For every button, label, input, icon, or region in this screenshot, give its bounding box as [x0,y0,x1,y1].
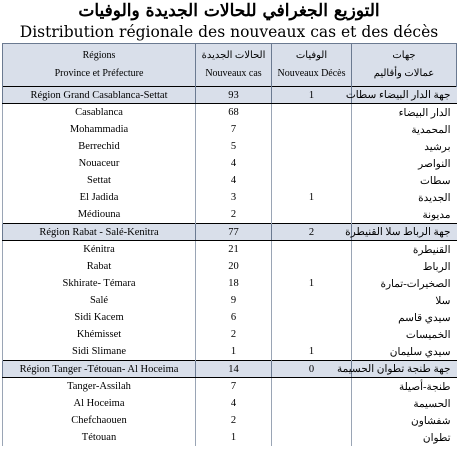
row-name: El Jadida [3,189,196,206]
table-row [3,395,457,412]
row-name-ar: الحسيمة [352,395,457,412]
row-name: Settat [3,172,196,189]
row-deaths: 2 [272,224,352,241]
row-cases: 68 [196,104,272,122]
row-name-ar: سيدي سليمان [352,343,457,361]
row-name-ar: جهة طنجة تطوان الحسيمة [352,361,457,378]
row-cases: 4 [196,155,272,172]
row-cases: 2 [196,206,272,224]
row-name-ar: سطات [352,172,457,189]
row-name: Nouaceur [3,155,196,172]
row-name: Sidi Slimane [3,343,196,361]
row-name: Tétouan [3,429,196,446]
row-name: Khémisset [3,326,196,343]
header-cases-fr: Nouveaux cas [205,68,262,79]
row-cases: 5 [196,138,272,155]
row-name: Al Hoceima [3,395,196,412]
title-french: Distribution régionale des nouveaux cas et des décès [19,23,439,41]
row-deaths [272,155,352,172]
row-name: Tanger-Assilah [3,378,196,396]
row-name-ar: سلا [352,292,457,309]
row-name: Kénitra [3,241,196,259]
table-row [3,121,457,138]
row-cases: 2 [196,326,272,343]
header-region-ar-line2: عمالات وأقاليم [373,68,435,79]
row-cases: 9 [196,292,272,309]
header-region-ar-line1: جهات [392,50,416,61]
row-deaths: 1 [272,343,352,361]
row-deaths [272,241,352,259]
table-header-row [3,44,457,87]
table-row [3,155,457,172]
row-name-ar: الجديدة [352,189,457,206]
row-deaths [272,429,352,446]
row-name: Rabat [3,258,196,275]
row-name-ar: برشيد [352,138,457,155]
row-name-ar: تطوان [352,429,457,446]
row-cases: 14 [196,361,272,378]
row-cases: 93 [196,87,272,104]
title-arabic: التوزيع الجغرافي للحالات الجديدة والوفيات [78,1,380,21]
row-deaths [272,258,352,275]
row-cases: 77 [196,224,272,241]
row-name-ar: طنجة-أصيلة [352,378,457,396]
row-name: Sidi Kacem [3,309,196,326]
table-row [3,326,457,343]
table-row [3,292,457,309]
region-row [3,224,457,241]
row-cases: 21 [196,241,272,259]
row-name: Skhirate- Témara [3,275,196,292]
row-deaths: 0 [272,361,352,378]
header-cases-ar: الحالات الجديدة [201,50,266,61]
table-row [3,343,457,361]
row-deaths: 1 [272,189,352,206]
row-cases: 2 [196,412,272,429]
row-name-ar: الرباط [352,258,457,275]
row-name-ar: شفشاون [352,412,457,429]
row-cases: 20 [196,258,272,275]
row-name: Région Tanger -Tétouan- Al Hoceima [3,361,196,378]
table-row [3,258,457,275]
row-cases: 1 [196,343,272,361]
row-name-ar: النواصر [352,155,457,172]
row-deaths [272,104,352,122]
row-deaths [272,412,352,429]
row-cases: 18 [196,275,272,292]
row-name-ar: القنيطرة [352,241,457,259]
table-row [3,172,457,189]
region-row [3,361,457,378]
row-name-ar: المحمدية [352,121,457,138]
table-row [3,309,457,326]
row-deaths [272,172,352,189]
header-region-ar [352,44,457,87]
row-name: Berrechid [3,138,196,155]
row-cases: 6 [196,309,272,326]
row-deaths [272,138,352,155]
row-deaths [272,326,352,343]
header-regions-line2: Province et Préfecture [54,68,144,79]
row-deaths [272,309,352,326]
row-name: Région Rabat - Salé-Kenitra [3,224,196,241]
row-name-ar: جهة الدار البيضاء سطات [352,87,457,104]
row-name-ar: الخميسات [352,326,457,343]
row-cases: 7 [196,378,272,396]
table-row [3,275,457,292]
row-cases: 4 [196,395,272,412]
row-name: Mohammadia [3,121,196,138]
header-deaths-ar: الوفيات [295,50,328,61]
row-deaths [272,121,352,138]
row-name: Salé [3,292,196,309]
row-deaths [272,206,352,224]
row-name: Casablanca [3,104,196,122]
row-deaths [272,292,352,309]
table-row [3,206,457,224]
row-deaths [272,395,352,412]
table-row [3,104,457,122]
row-name-ar: سيدي قاسم [352,309,457,326]
header-regions-line1: Régions [82,50,116,61]
table-row [3,412,457,429]
row-name-ar: الصخيرات-تمارة [352,275,457,292]
row-name: Région Grand Casablanca-Settat [3,87,196,104]
row-name-ar: الدار البيضاء [352,104,457,122]
table-row [3,429,457,446]
table-row [3,241,457,259]
row-deaths: 1 [272,87,352,104]
row-cases: 7 [196,121,272,138]
row-cases: 4 [196,172,272,189]
header-deaths-fr: Nouveaux Décès [277,68,346,79]
table-row [3,189,457,206]
distribution-table [2,43,457,446]
row-deaths [272,378,352,396]
region-row [3,87,457,104]
row-name-ar: جهة الرباط سلا القنيطرة [352,224,457,241]
table-body [3,87,457,447]
row-cases: 3 [196,189,272,206]
row-name: Médiouna [3,206,196,224]
row-name: Chefchaouen [3,412,196,429]
table-row [3,378,457,396]
row-name-ar: مديونة [352,206,457,224]
table-row [3,138,457,155]
row-cases: 1 [196,429,272,446]
header-cases [196,44,272,87]
header-regions [3,44,196,87]
header-deaths [272,44,352,87]
row-deaths: 1 [272,275,352,292]
